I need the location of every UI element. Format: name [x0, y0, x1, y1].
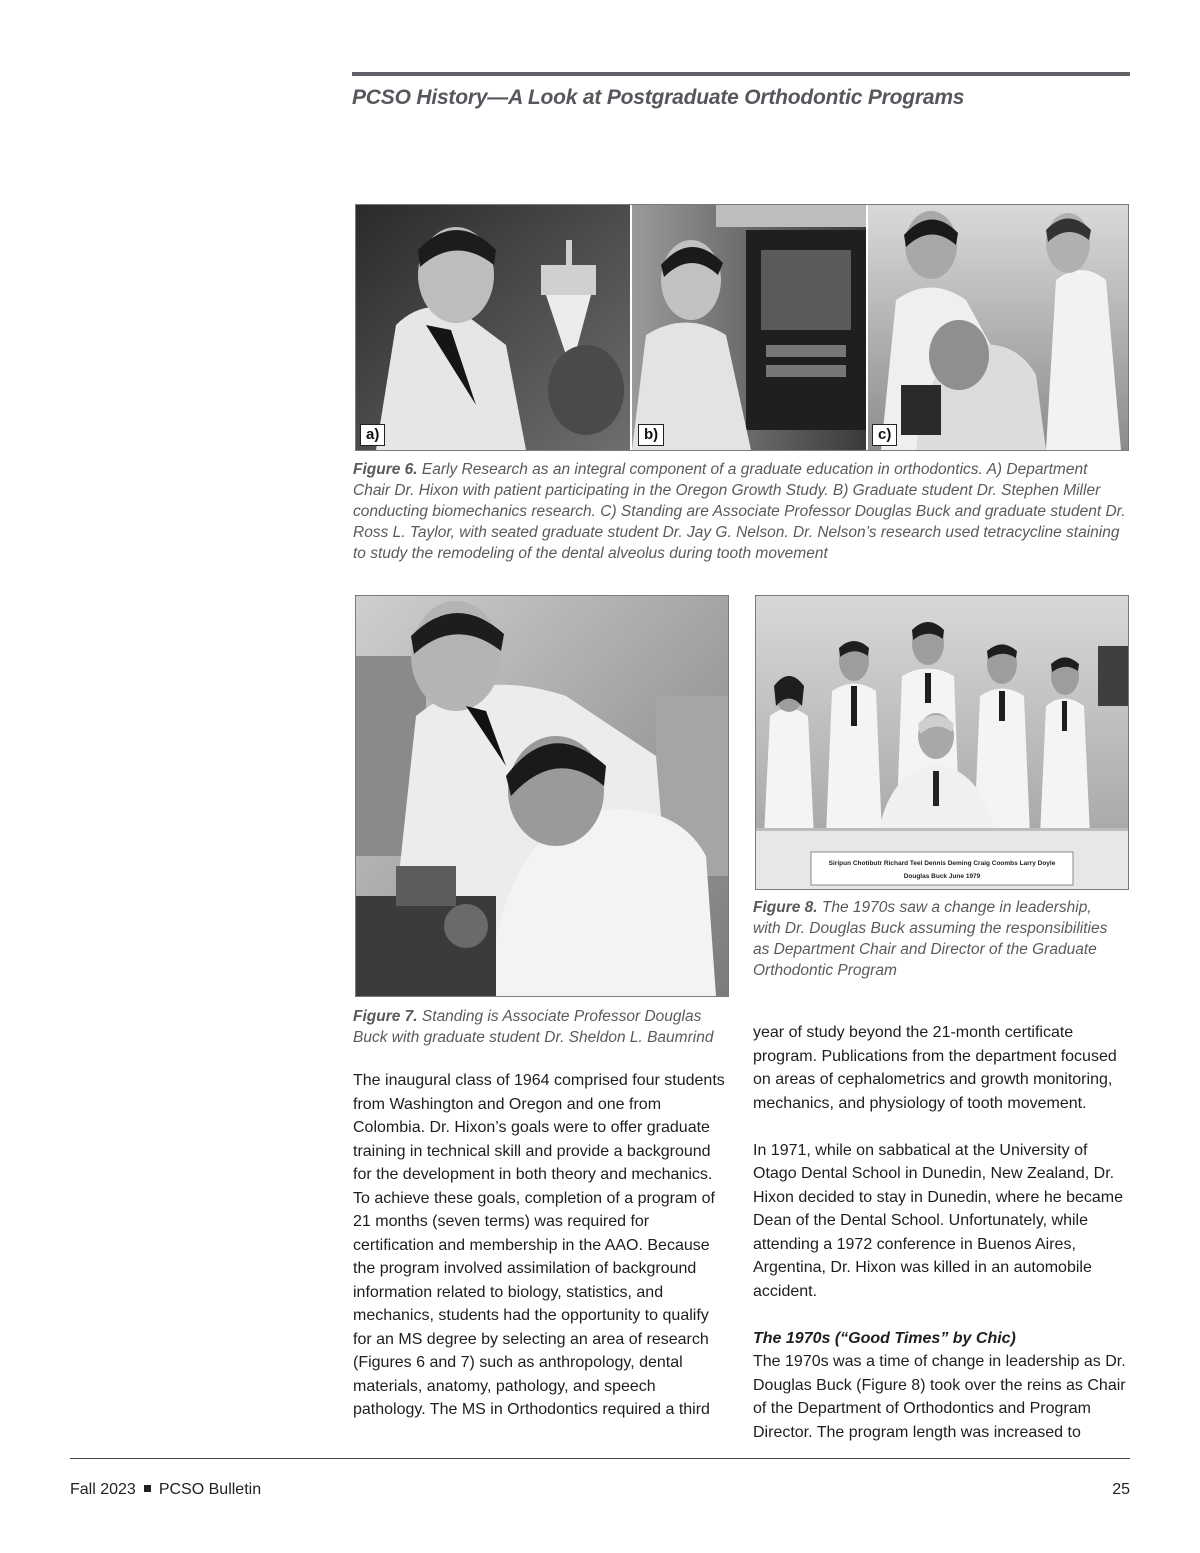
left-body-column — [353, 1069, 731, 1445]
figure-8-caption-text: The 1970s saw a change in leadership, with Dr. Douglas Buck assuming the responsibilities as Department Chair and Director of the Graduate Orthodontic Program — [753, 899, 1108, 979]
figure-8-nameplate-line2: Douglas Buck June 1979 — [903, 873, 981, 880]
right-body-column — [753, 1021, 1133, 1444]
page-number: 25 — [1112, 1481, 1130, 1498]
figure-8-nameplate-line1: Siripun Chotibutr Richard Teel Dennis Deming Craig Coombs Larry Doyle — [828, 860, 1056, 867]
figure-7-caption — [353, 1006, 731, 1048]
header-rule — [352, 72, 1130, 76]
footer-rule — [70, 1458, 1130, 1459]
footer-publication: PCSO Bulletin — [158, 1481, 262, 1498]
figure-8-photo — [755, 595, 1129, 890]
bullet-square-icon — [144, 1485, 151, 1492]
figure-6-caption-text: Early Research as an integral component of a graduate education in orthodontics. A) Department Chair Dr. Hixon with patient participating in the Oregon Growth Study. B) Graduate student Dr. Stephen Miller conducting biomechanics research. C) Standing are Associate Professor Douglas Buck and graduate student Dr. Ross L. Taylor, with seated graduate student Dr. Jay G. Nelson. Dr. Nelson’s research used tetracycline staining to study the remodeling of the dental alveolus during tooth movement — [353, 461, 1126, 562]
figure-7-label: Figure 7. — [353, 1008, 418, 1025]
figure-8-caption — [753, 897, 1123, 981]
right-paragraph-1: year of study beyond the 21-month certificate program. Publications from the department focused on areas of cephalometrics and growth monitoring, mechanics, and physiology of tooth movement. — [753, 1024, 1117, 1112]
right-paragraph-3: The 1970s was a time of change in leadership as Dr. Douglas Buck (Figure 8) took over the reins as Chair of the Department of Orthodontics and Program Director. The program length was increased to — [753, 1353, 1126, 1441]
left-paragraph-1: The inaugural class of 1964 comprised four students from Washington and Oregon and one from Colombia. Dr. Hixon’s goals were to offer graduate training in technical skill and provide a background for the development in both theory and mechanics. To achieve these goals, completion of a program of 21 months (seven terms) was required for certification and membership in the AAO. Because the program involved assimilation of background information related to biology, statistics, and mechanics, students had the opportunity to qualify for an MS degree by selecting an area of research (Figures 6 and 7) such as anthropology, dental materials, anatomy, pathology, and speech pathology. The MS in Orthodontics required a third — [353, 1072, 725, 1418]
section-subheading: The 1970s (“Good Times” by Chic) — [753, 1329, 1016, 1347]
figure-6-caption — [353, 459, 1128, 564]
panel-b-image — [632, 205, 866, 450]
panel-a-image — [356, 205, 630, 450]
figure-6-label: Figure 6. — [353, 461, 418, 478]
right-section — [753, 1327, 1133, 1445]
panel-c-image — [868, 205, 1128, 450]
footer-issue — [70, 1481, 261, 1499]
right-paragraph-2: In 1971, while on sabbatical at the University of Otago Dental School in Dunedin, New Zealand, Dr. Hixon decided to stay in Dunedin, where he became Dean of the Dental School. Unfortunately, while attending a 1972 conference in Buenos Aires, Argentina, Dr. Hixon was killed in an automobile accident. — [753, 1141, 1123, 1300]
footer-season: Fall 2023 — [70, 1481, 136, 1498]
running-head-title: PCSO History—A Look at Postgraduate Orthodontic Programs — [352, 86, 965, 109]
figure-6-photo — [355, 204, 1129, 451]
panel-c-label: c) — [872, 424, 897, 446]
figure-7-caption-text: Standing is Associate Professor Douglas Buck with graduate student Dr. Sheldon L. Baumrind — [353, 1008, 714, 1046]
figure-7-photo — [355, 595, 729, 997]
figure-8-label: Figure 8. — [753, 899, 818, 916]
panel-b-label: b) — [638, 424, 664, 446]
panel-a-label: a) — [360, 424, 385, 446]
